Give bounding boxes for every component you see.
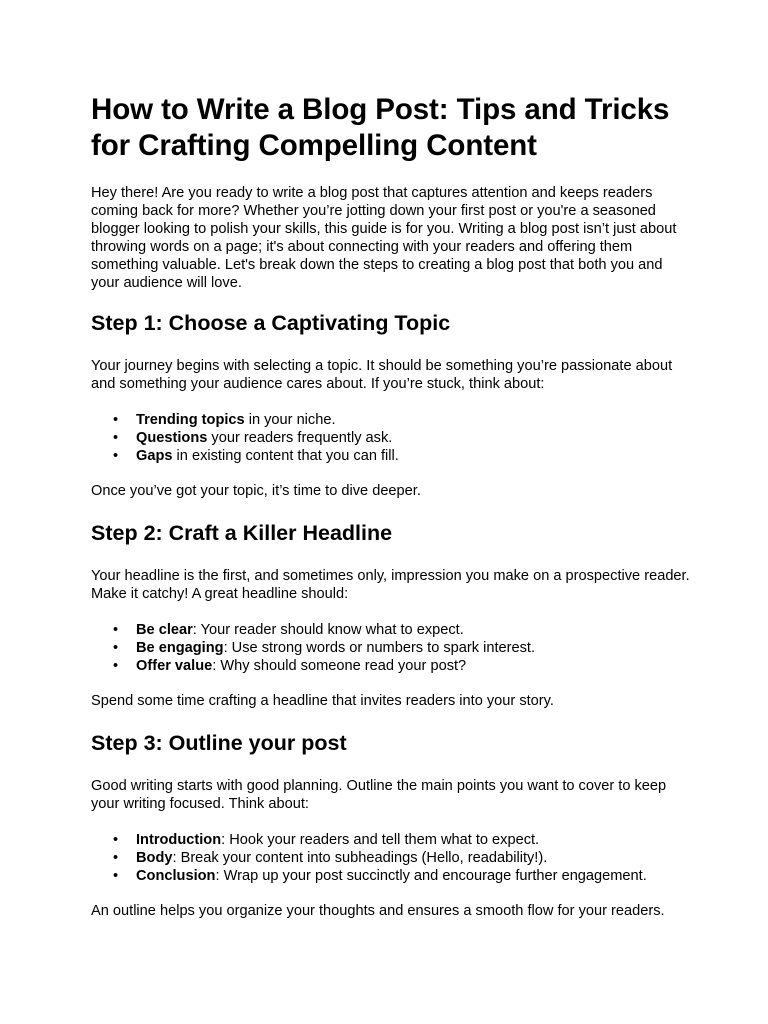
bullet-icon: • (113, 412, 119, 428)
list-item (91, 867, 691, 885)
step-3-closing: An outline helps you organize your thoughts and ensures a smooth flow for your readers. (91, 903, 665, 919)
list-item-text: : Hook your readers and tell them what to expect. (221, 832, 540, 848)
list-item-text: : Your reader should know what to expect. (192, 622, 464, 638)
list-item-text: : Why should someone read your post? (212, 658, 467, 674)
list-item-bold: Body (136, 850, 173, 866)
bullet-icon: • (113, 658, 119, 674)
step-2-closing: Spend some time crafting a headline that invites readers into your story. (91, 693, 554, 709)
step-3-heading: Step 3: Outline your post (91, 731, 347, 755)
list-item-bold: Be engaging (136, 640, 224, 656)
bullet-icon: • (113, 850, 119, 866)
list-item-text: : Use strong words or numbers to spark interest. (223, 640, 536, 656)
list-item-bold: Conclusion (136, 868, 216, 884)
list-item (91, 621, 691, 639)
step-2-lead: Your headline is the first, and sometimes only, impression you make on a prospective reader. Make it catchy! A great headline should: (91, 568, 690, 602)
bullet-icon: • (113, 640, 119, 656)
list-item (91, 657, 691, 675)
bullet-icon: • (113, 430, 119, 446)
step-1-closing: Once you’ve got your topic, it’s time to dive deeper. (91, 483, 421, 499)
list-item-bold: Be clear (136, 622, 193, 638)
step-1-heading: Step 1: Choose a Captivating Topic (91, 311, 451, 335)
list-item (91, 639, 691, 657)
step-2-heading: Step 2: Craft a Killer Headline (91, 521, 393, 545)
step-3-lead: Good writing starts with good planning. Outline the main points you want to cover to keep your writing focused. Think about: (91, 778, 667, 812)
list-item (91, 429, 691, 447)
list-item-text: your readers frequently ask. (207, 430, 393, 446)
step-3-list (91, 831, 691, 885)
list-item-text: in your niche. (244, 412, 336, 428)
list-item-bold: Questions (136, 430, 208, 446)
list-item-bold: Trending topics (136, 412, 245, 428)
list-item (91, 831, 691, 849)
list-item-bold: Offer value (136, 658, 213, 674)
document-page (91, 92, 691, 938)
bullet-icon: • (113, 448, 119, 464)
list-item (91, 849, 691, 867)
page-title: How to Write a Blog Post: Tips and Tricks for Crafting Compelling Content (91, 93, 670, 162)
list-item-bold: Introduction (136, 832, 222, 848)
list-item-bold: Gaps (136, 448, 173, 464)
step-1-list (91, 411, 691, 465)
bullet-icon: • (113, 832, 119, 848)
list-item-text: : Break your content into subheadings (Hello, readability!). (172, 850, 548, 866)
step-1-lead: Your journey begins with selecting a topic. It should be something you’re passionate about and something your audience cares about. If you’re stuck, think about: (91, 358, 673, 392)
bullet-icon: • (113, 868, 119, 884)
list-item (91, 411, 691, 429)
bullet-icon: • (113, 622, 119, 638)
step-2-list (91, 621, 691, 675)
list-item (91, 447, 691, 465)
intro-paragraph: Hey there! Are you ready to write a blog post that captures attention and keeps readers coming back for more? Whether you’re jotting down your first post or you're a seasoned blogger looking to polish your skills, this guide is for you. Writing a blog post isn’t just about throwing words on a page; it's about connecting with your readers and offering them something valuable. Let's break down the steps to creating a blog post that both you and your audience will love. (91, 185, 677, 291)
list-item-text: : Wrap up your post succinctly and encourage further engagement. (215, 868, 647, 884)
list-item-text: in existing content that you can fill. (172, 448, 399, 464)
